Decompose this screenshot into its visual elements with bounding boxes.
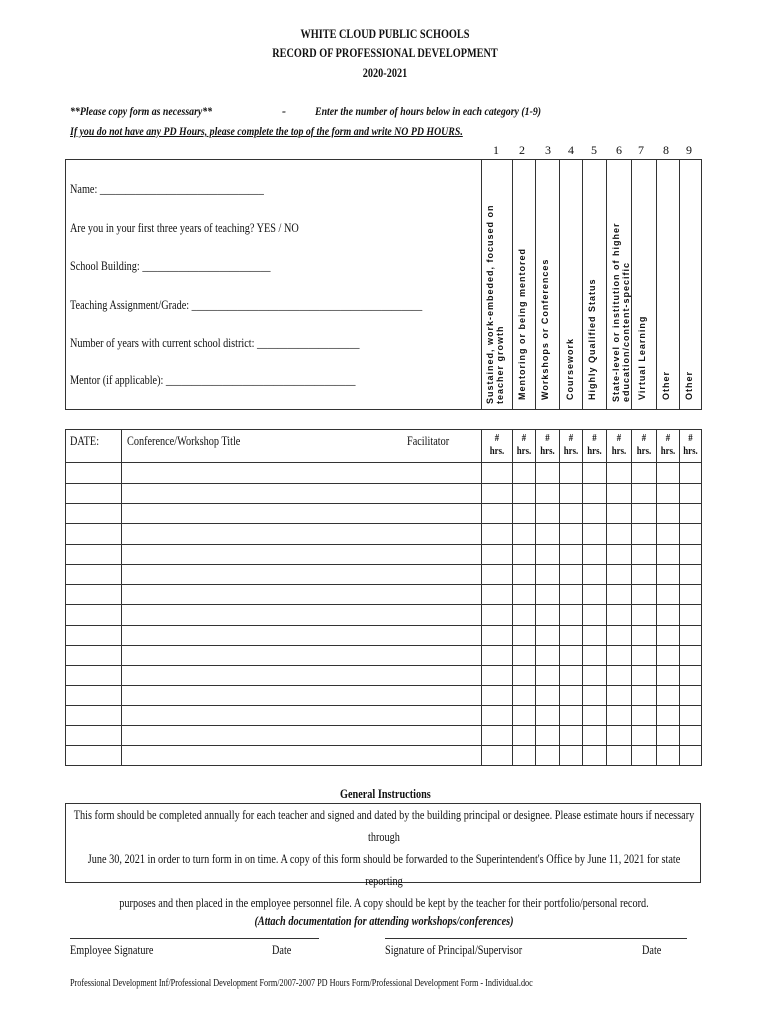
category-number-2: 2: [519, 143, 525, 157]
category-number-3: 3: [545, 143, 551, 157]
copy-form-note: **Please copy form as necessary**: [70, 104, 213, 118]
hours-header-3: # hrs.: [540, 432, 555, 457]
category-number-4: 4: [568, 143, 574, 157]
employee-signature-line[interactable]: [70, 938, 319, 939]
category-number-7: 7: [638, 143, 644, 157]
hours-header-7: # hrs.: [636, 432, 652, 457]
category-number-8: 8: [663, 143, 669, 157]
enter-hours-note: Enter the number of hours below in each category (1-9): [315, 104, 542, 118]
category-number-5: 5: [591, 143, 597, 157]
first-three-years-question[interactable]: Are you in your first three years of teaching? YES / NO: [70, 221, 299, 235]
hours-header-6: # hrs.: [611, 432, 627, 457]
instructions-line-1: This form should be completed annually for each teacher and signed and dated by the building principal or designee. Please estimate hours if necessary through: [73, 808, 695, 844]
hours-header-5: # hrs.: [587, 432, 602, 457]
no-pd-hours-note: If you do not have any PD Hours, please complete the top of the form and write NO PD HOURS.: [70, 124, 463, 138]
note-dash: -: [282, 104, 286, 118]
hours-header-1: # hrs.: [489, 432, 505, 457]
years-in-district-field[interactable]: Number of years with current school district: ____________________: [70, 336, 360, 350]
category-label-5: Highly Qualified Status: [587, 278, 597, 400]
category-label-8: Other: [661, 370, 671, 400]
category-label-1: Sustained, work-embeded, focused on teacher growth: [485, 204, 505, 404]
school-building-field[interactable]: School Building: _________________________: [70, 259, 271, 273]
form-title: RECORD OF PROFESSIONAL DEVELOPMENT: [272, 46, 498, 60]
instructions-line-3: purposes and then placed in the employee personnel file. A copy should be kept by the teacher for their portfolio/personal record.: [119, 896, 649, 910]
hours-header-8: # hrs.: [660, 432, 676, 457]
school-name: WHITE CLOUD PUBLIC SCHOOLS: [300, 27, 470, 41]
hours-header-2: # hrs.: [516, 432, 532, 457]
date-column-header: DATE:: [70, 434, 100, 448]
category-label-2: Mentoring or being mentored: [517, 248, 527, 400]
title-column-header: Conference/Workshop Title: [127, 434, 241, 448]
teaching-assignment-field[interactable]: Teaching Assignment/Grade: _____________________________________________: [70, 298, 423, 312]
principal-signature-line[interactable]: [385, 938, 687, 939]
facilitator-column-header: Facilitator: [407, 434, 450, 448]
instructions-line-2: June 30, 2021 in order to turn form in on time. A copy of this form should be forwarded to the Superintendent's Office by June 11, 2021 for state reporting: [87, 852, 681, 888]
category-label-4: Coursework: [565, 337, 575, 400]
instructions-heading: General Instructions: [339, 787, 431, 801]
instructions-box: [65, 803, 701, 928]
employee-signature-label: Employee Signature: [70, 943, 154, 957]
category-label-7: Virtual Learning: [637, 315, 647, 400]
hours-header-4: # hrs.: [563, 432, 579, 457]
category-label-3: Workshops or Conferences: [540, 258, 550, 400]
mentor-field[interactable]: Mentor (if applicable): _____________________________________: [70, 373, 356, 387]
category-number-1: 1: [493, 143, 499, 157]
category-number-6: 6: [616, 143, 622, 157]
category-number-9: 9: [686, 143, 692, 157]
instructions-line-4: (Attach documentation for attending workshops/conferences): [254, 914, 514, 928]
principal-signature-label: Signature of Principal/Supervisor: [385, 943, 523, 957]
name-field[interactable]: Name: ________________________________: [70, 182, 264, 196]
principal-date-label: Date: [642, 943, 662, 957]
category-label-9: Other: [684, 370, 694, 400]
school-year: 2020-2021: [362, 66, 408, 80]
hours-header-9: # hrs.: [683, 432, 698, 457]
employee-date-label: Date: [272, 943, 292, 957]
category-label-6: State-level or institution of higher education/content-specific: [611, 222, 631, 402]
footer-file-path: Professional Development Inf/Professional Development Form/2007-2007 PD Hours Form/Professional Development Form - Individual.doc: [70, 978, 533, 989]
